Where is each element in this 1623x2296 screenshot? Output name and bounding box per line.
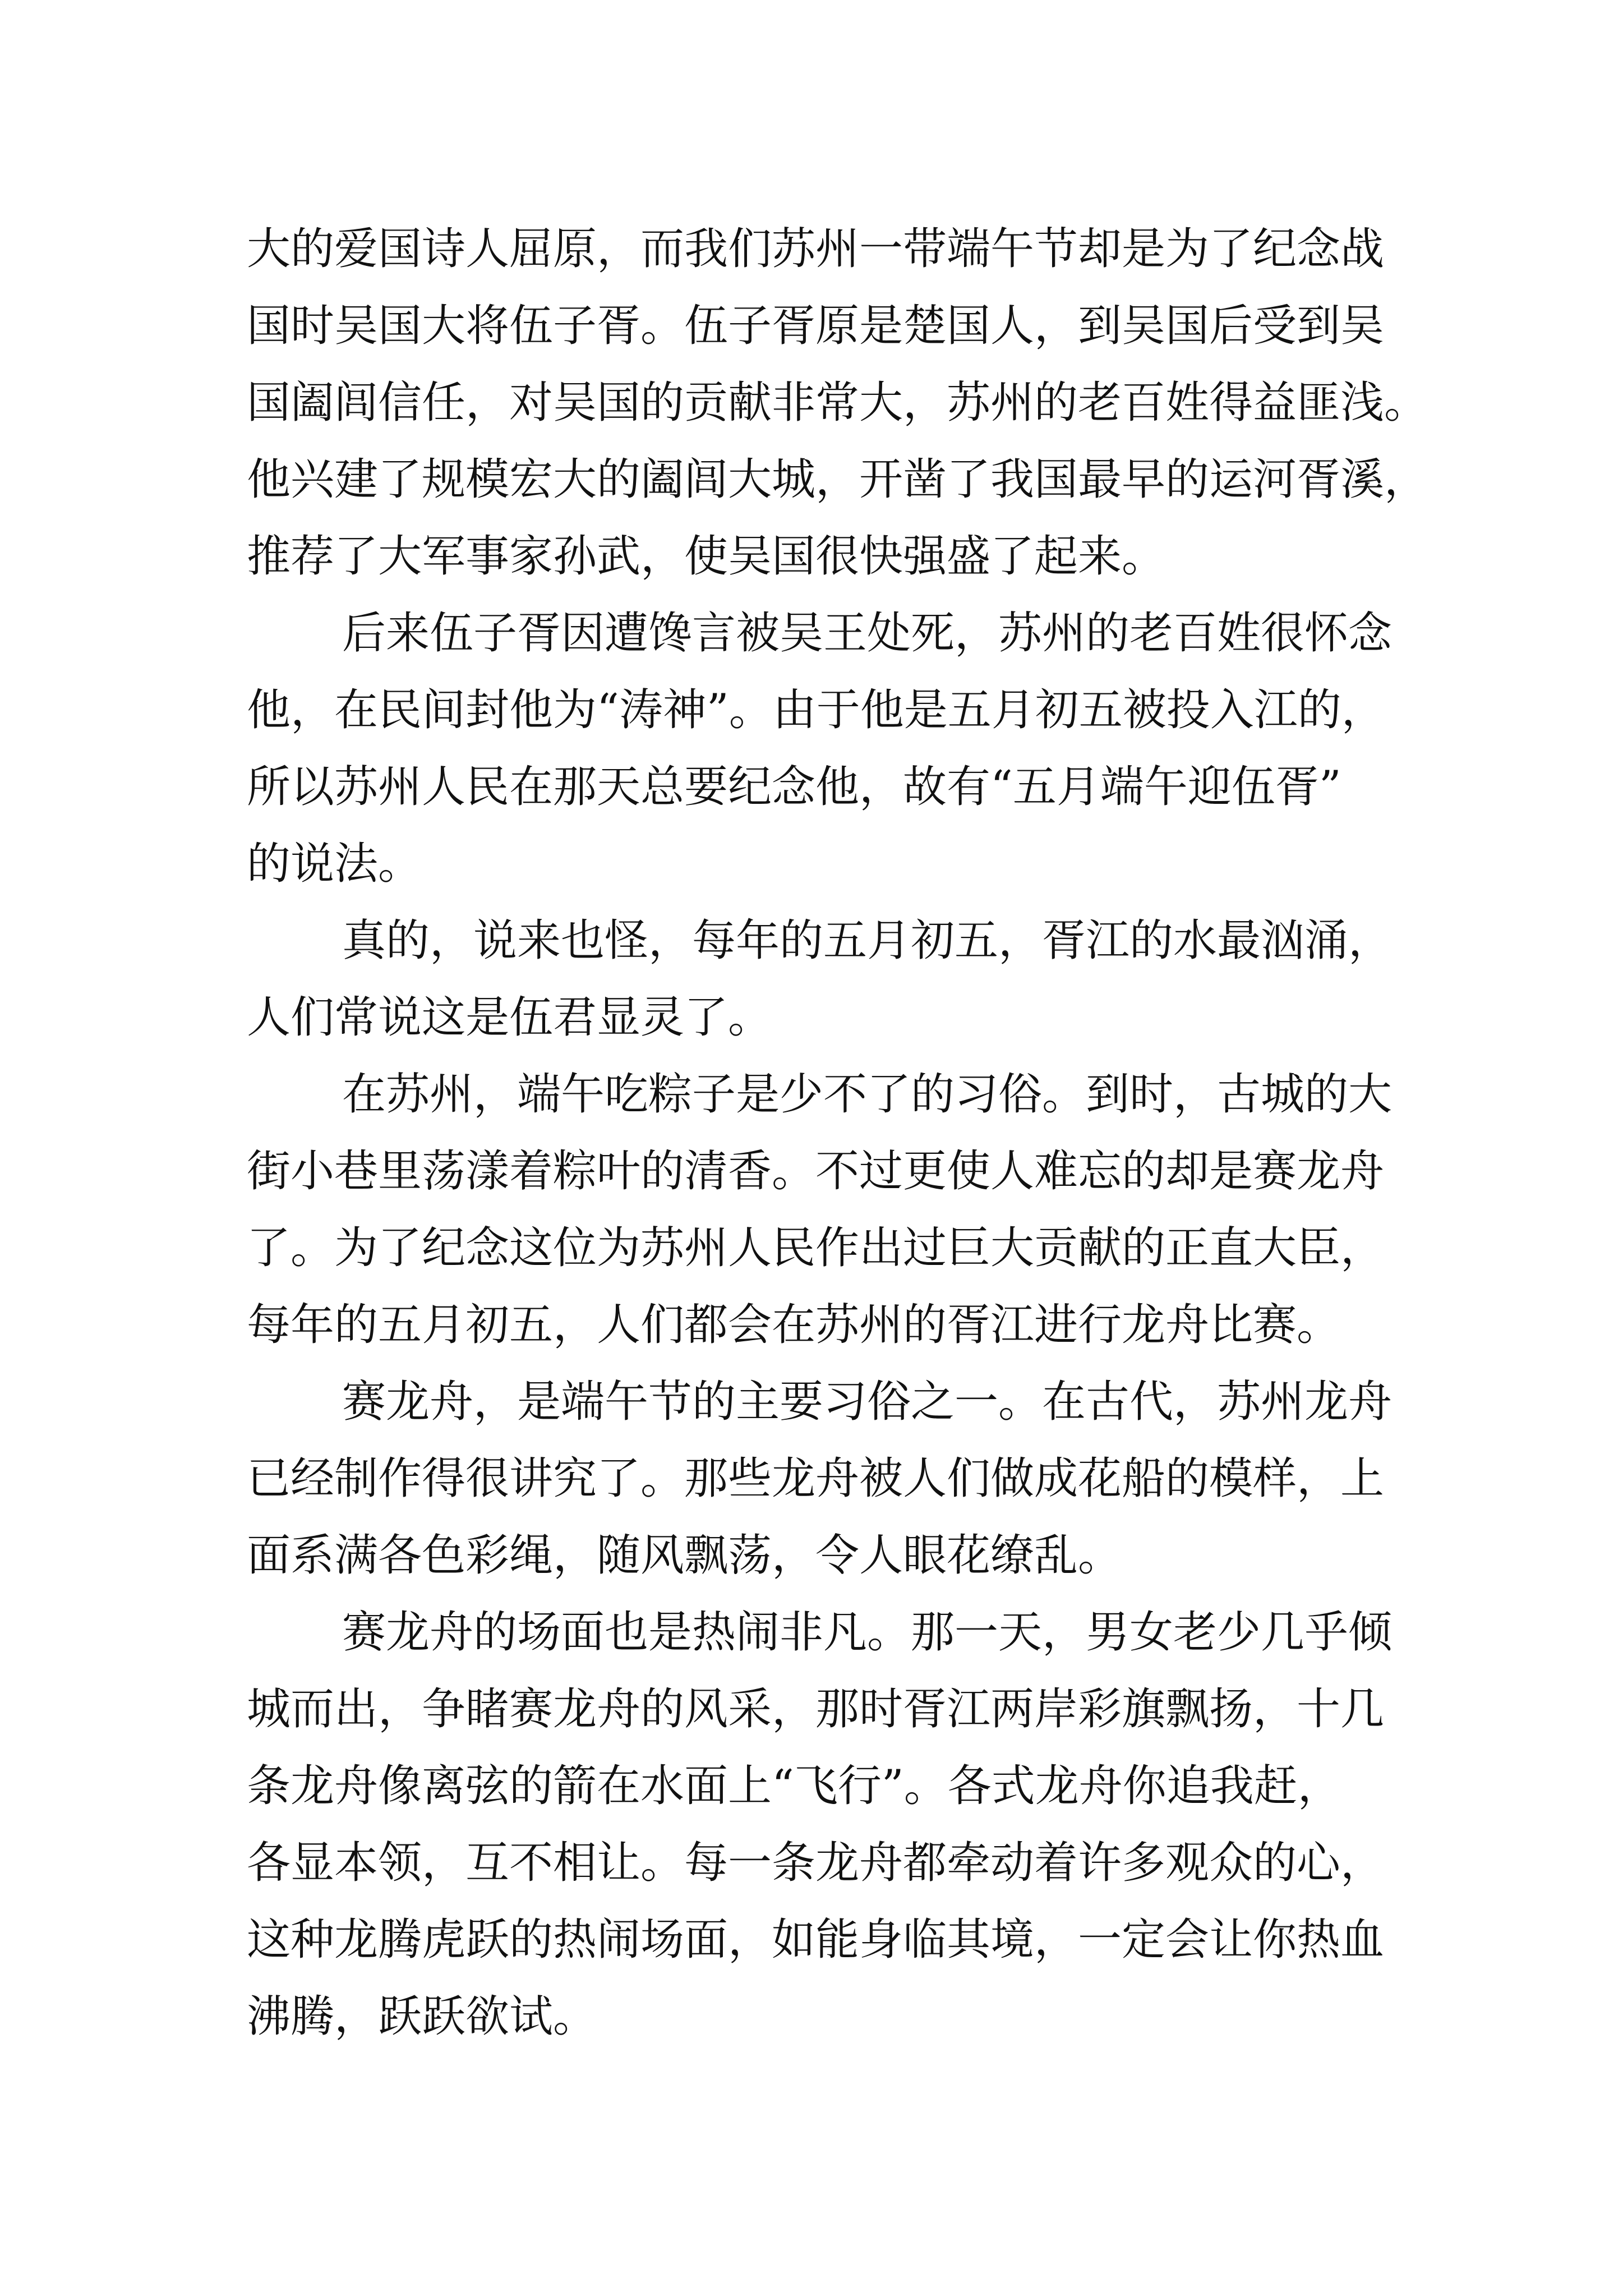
- text-line: 街小巷里荡漾着粽叶的清香。不过更使人难忘的却是赛龙舟: [247, 1146, 1385, 1197]
- text-line: 国时吴国大将伍子胥。伍子胥原是楚国人，到吴国后受到吴: [247, 301, 1385, 351]
- text-line: 城而出，争睹赛龙舟的风采，那时胥江两岸彩旗飘扬，十几: [247, 1684, 1385, 1734]
- text-line: 大的爱国诗人屈原，而我们苏州一带端午节却是为了纪念战: [247, 224, 1385, 274]
- text-line: 的说法。: [247, 839, 422, 889]
- text-line: 已经制作得很讲究了。那些龙舟被人们做成花船的模样，上: [247, 1453, 1385, 1504]
- text-line: 了。为了纪念这位为苏州人民作出过巨大贡献的正直大臣，: [247, 1223, 1385, 1273]
- paragraph-start-line: 后来伍子胥因遭馋言被吴王处死，苏州的老百姓很怀念: [342, 608, 1393, 659]
- text-line: 所以苏州人民在那天总要纪念他，故有“五月端午迎伍胥”: [247, 762, 1341, 812]
- text-line: 人们常说这是伍君显灵了。: [247, 992, 772, 1043]
- text-line: 条龙舟像离弦的箭在水面上“飞行”。各式龙舟你追我赶，: [247, 1761, 1341, 1811]
- text-line: 推荐了大军事家孙武，使吴国很快强盛了起来。: [247, 531, 1166, 582]
- paragraph-start-line: 在苏州，端午吃粽子是少不了的习俗。到时，古城的大: [342, 1069, 1393, 1120]
- text-line: 他兴建了规模宏大的阖闾大城，开凿了我国最早的运河胥溪，: [247, 454, 1428, 505]
- paragraph-start-line: 赛龙舟，是端午节的主要习俗之一。在古代，苏州龙舟: [342, 1377, 1393, 1427]
- text-line: 面系满各色彩绳，随风飘荡，令人眼花缭乱。: [247, 1530, 1122, 1581]
- text-line: 他，在民间封他为“涛神”。由于他是五月初五被投入江的，: [247, 685, 1385, 735]
- text-line: 这种龙腾虎跃的热闹场面，如能身临其境，一定会让你热血: [247, 1915, 1385, 1965]
- paragraph-start-line: 真的，说来也怪，每年的五月初五，胥江的水最汹涌，: [342, 915, 1393, 966]
- text-line: 每年的五月初五，人们都会在苏州的胥江进行龙舟比赛。: [247, 1300, 1341, 1350]
- text-line: 沸腾，跃跃欲试。: [247, 1991, 597, 2042]
- paragraph-start-line: 赛龙舟的场面也是热闹非凡。那一天，男女老少几乎倾: [342, 1607, 1393, 1658]
- body-text: [247, 211, 1428, 2055]
- text-line: 国阖闾信任，对吴国的贡献非常大，苏州的老百姓得益匪浅。: [247, 378, 1428, 428]
- text-line: 各显本领，互不相让。每一条龙舟都牵动着许多观众的心，: [247, 1838, 1385, 1888]
